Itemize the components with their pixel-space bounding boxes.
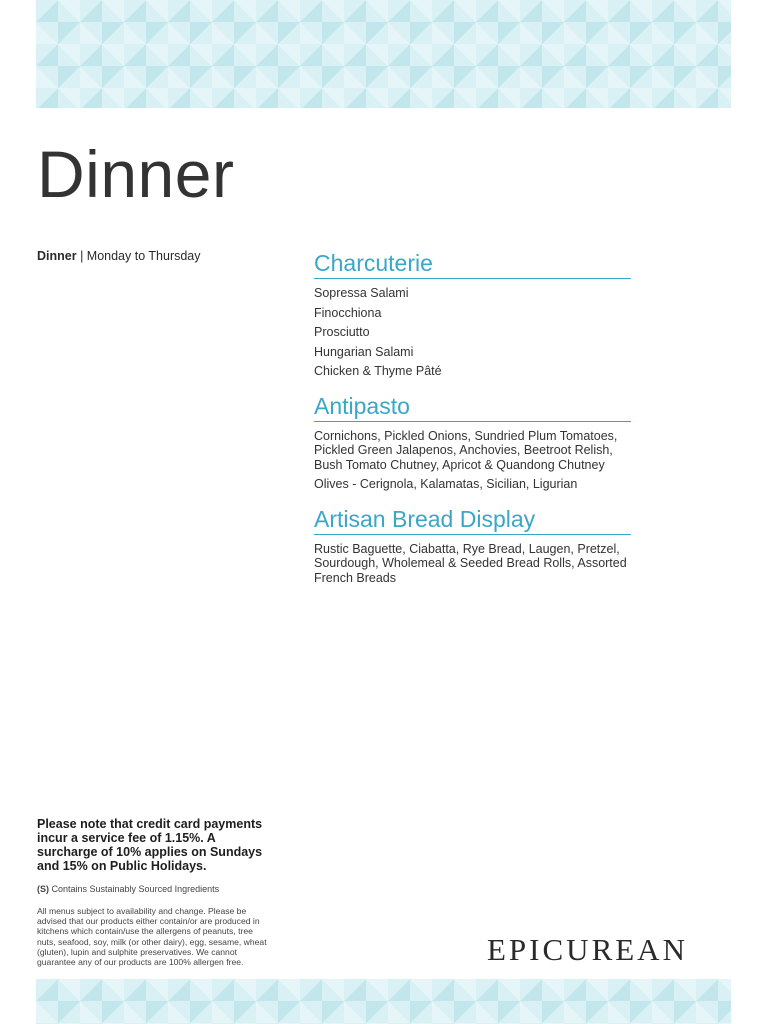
- menu-item: Cornichons, Pickled Onions, Sundried Plum Tomatoes, Pickled Green Jalapenos, Anchovies, Beetroot Relish, Bush Tomato Chutney, Apricot & Quandong Chutney: [314, 428, 618, 472]
- subtitle-meal: Dinner: [37, 249, 77, 263]
- menu-item: Finocchiona: [314, 305, 382, 320]
- section-title: Charcuterie: [314, 248, 631, 279]
- menu-subtitle: [37, 249, 201, 263]
- section-artisan-bread: [314, 504, 631, 586]
- menu-item: Chicken & Thyme Pâté: [314, 364, 442, 378]
- decorative-pattern-band-bottom: [36, 979, 731, 1024]
- section-charcuterie: [314, 248, 631, 379]
- sustainability-code: (S): [37, 884, 49, 894]
- allergen-disclaimer: All menus subject to availability and change. Please be advised that our products either contain/or are produced in kitchens which contain/use the allergens of peanuts, tree nuts, seafood, soy, milk (or other dairy), egg, sesame, wheat (gluten), lupin and sulphite preservatives. We cannot guarantee any of our products are 100% allergen free.: [37, 906, 267, 968]
- brand-logo: EPICUREAN: [487, 932, 688, 967]
- subtitle-days: | Monday to Thursday: [76, 249, 201, 263]
- sustainability-text: Contains Sustainably Sourced Ingredients: [49, 884, 220, 894]
- menu-item: Sopressa Salami: [314, 286, 409, 300]
- sustainability-legend: [37, 884, 219, 894]
- section-antipasto: [314, 391, 631, 492]
- menu-item: Prosciutto: [314, 325, 370, 339]
- page-title: Dinner: [37, 137, 235, 211]
- menu-item: Rustic Baguette, Ciabatta, Rye Bread, Laugen, Pretzel, Sourdough, Wholemeal & Seeded Bread Rolls, Assorted French Breads: [314, 541, 627, 585]
- surcharge-notice: Please note that credit card payments incur a service fee of 1.15%. A surcharge of 10% applies on Sundays and 15% on Public Holidays.: [37, 817, 263, 873]
- menu-item: Hungarian Salami: [314, 344, 414, 359]
- section-title: Antipasto: [314, 391, 631, 422]
- menu-column: [314, 248, 631, 597]
- menu-item: Olives - Cerignola, Kalamatas, Sicilian, Ligurian: [314, 477, 578, 491]
- section-title: Artisan Bread Display: [314, 504, 631, 535]
- decorative-pattern-band-top: [36, 0, 731, 108]
